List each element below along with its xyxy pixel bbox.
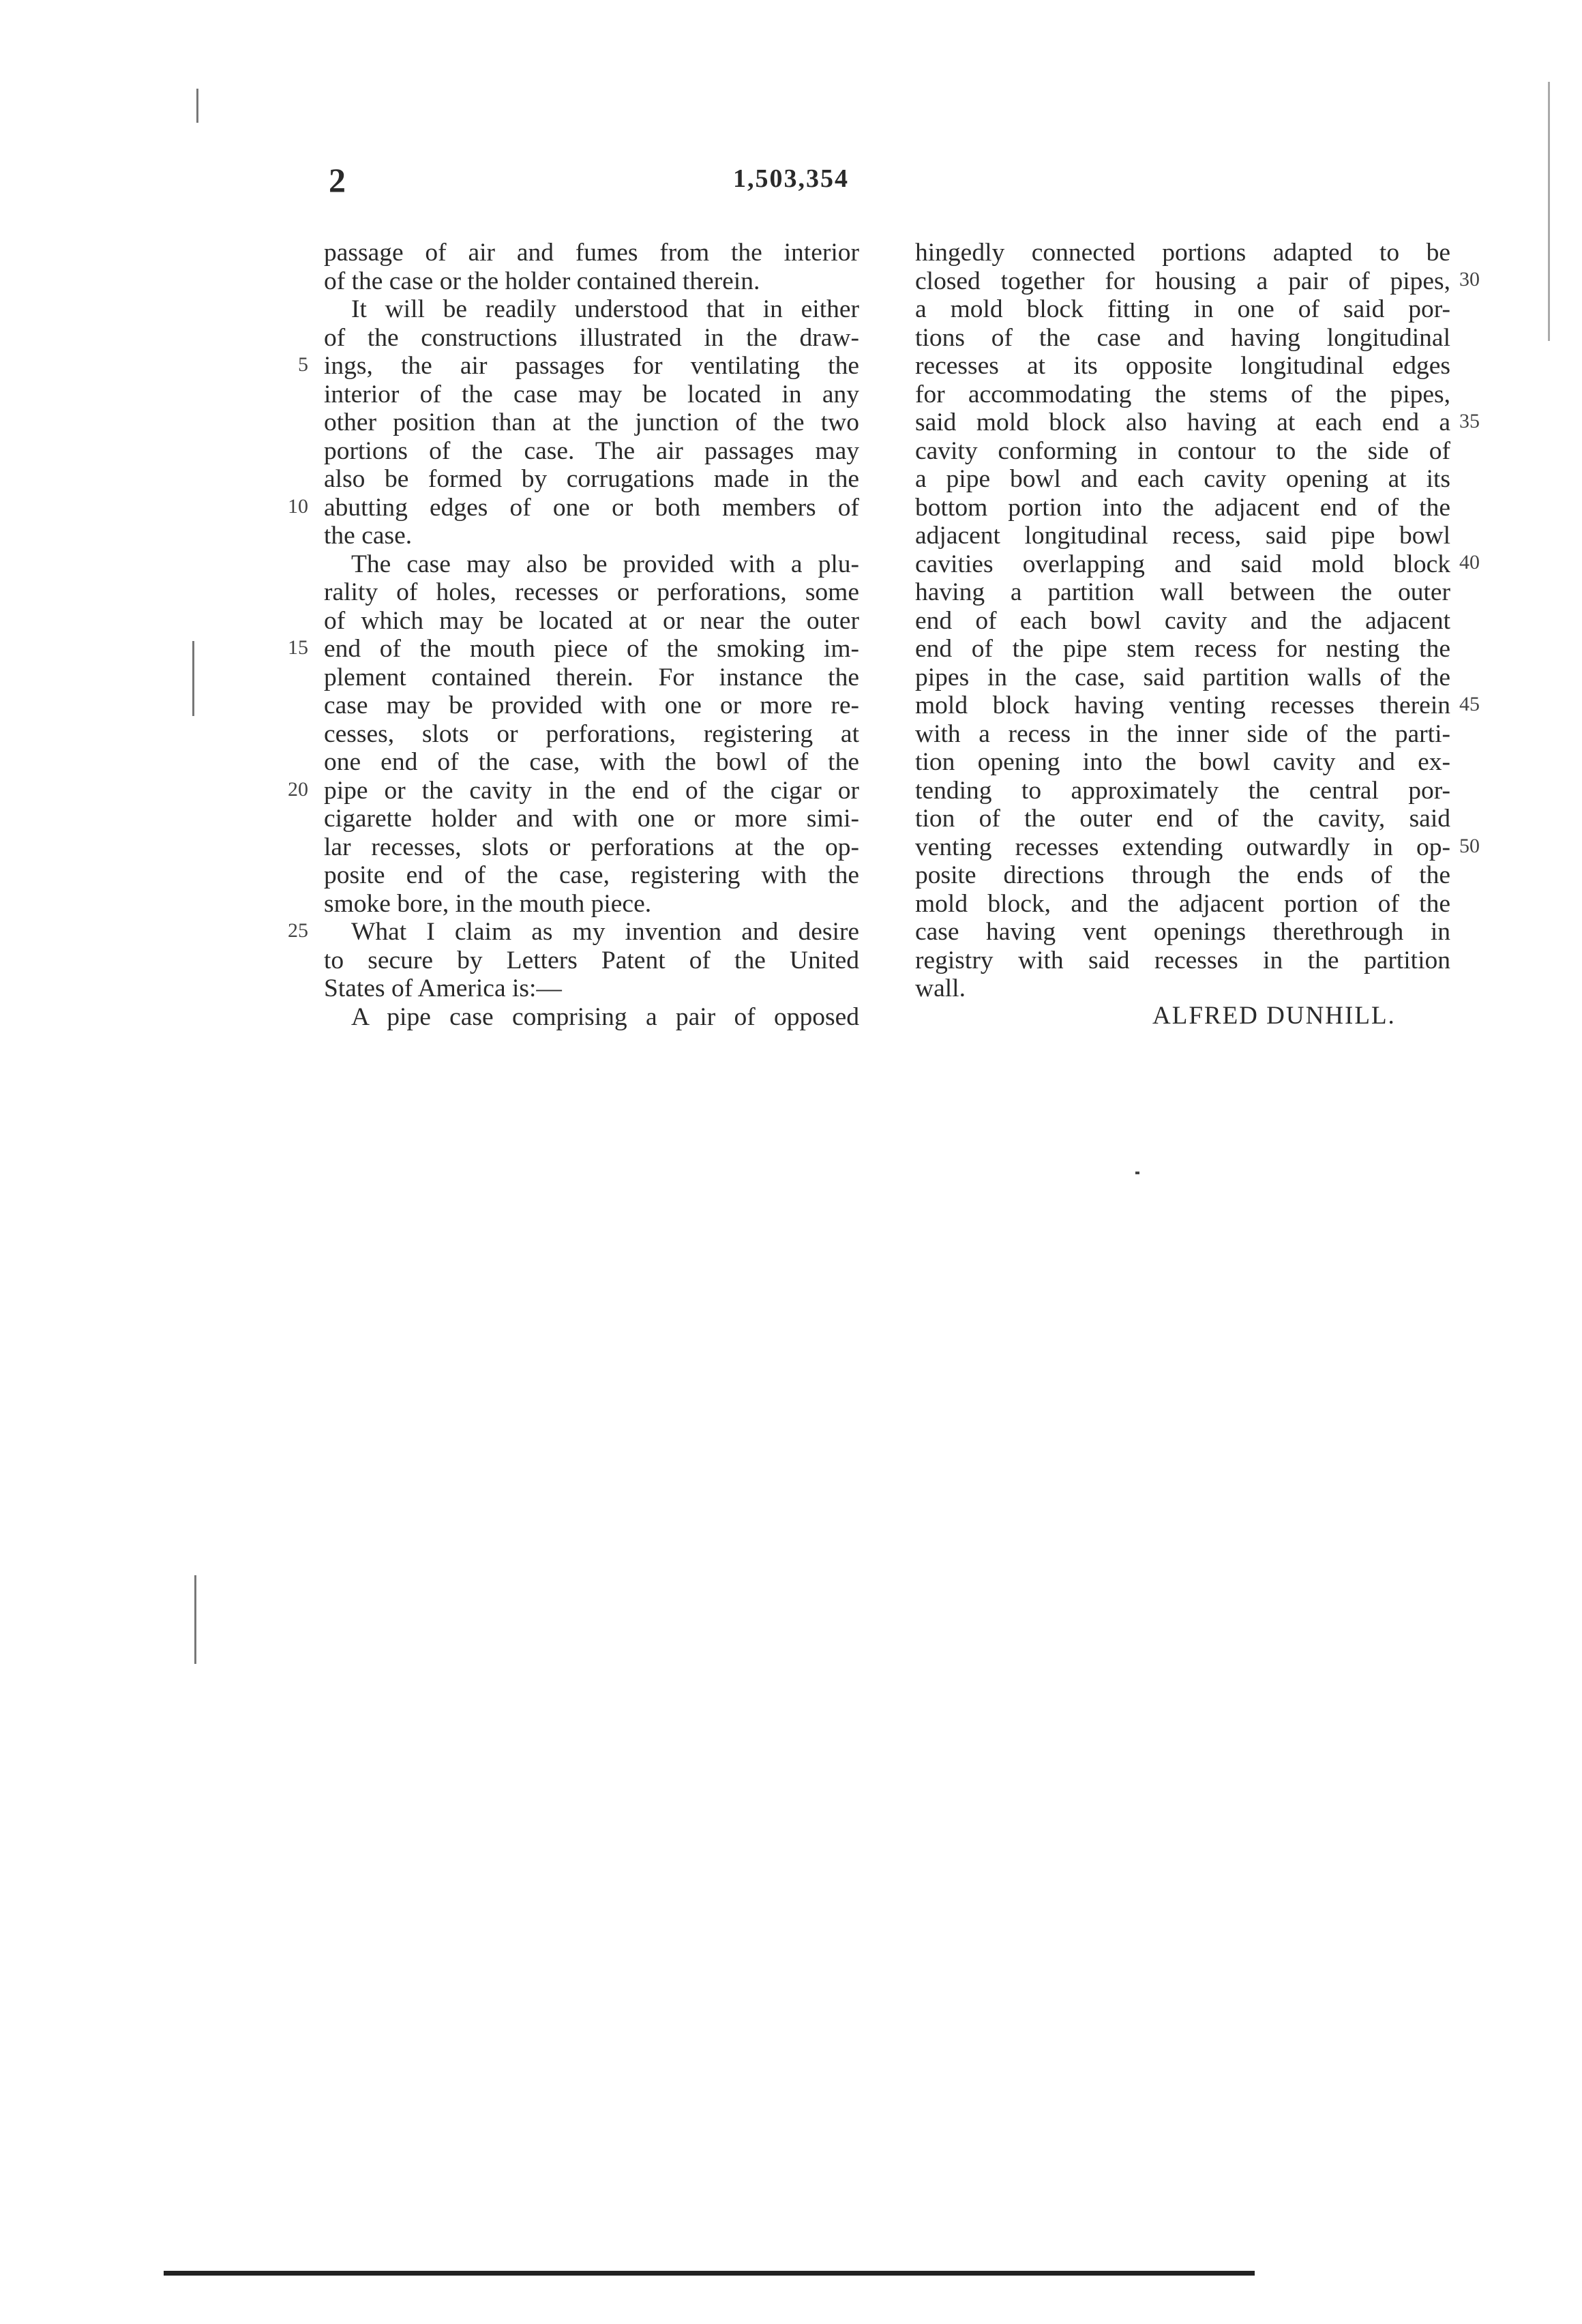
text-line: of the case or the holder contained therein.: [324, 267, 760, 295]
text-line: wall.: [915, 974, 966, 1002]
text-line: one end of the case, with the bowl of the: [324, 748, 859, 776]
text-line: It will be readily understood that in either: [351, 295, 859, 323]
line-number: 10: [288, 495, 308, 518]
text-line: plement contained therein. For instance the: [324, 663, 859, 691]
text-line: recesses at its opposite longitudinal edges: [915, 352, 1450, 380]
line-number: 30: [1459, 268, 1480, 290]
text-line: having a partition wall between the outer: [915, 578, 1450, 606]
text-line: said mold block also having at each end a: [915, 408, 1450, 436]
text-line: States of America is:—: [324, 974, 562, 1002]
text-line: posite directions through the ends of the: [915, 861, 1450, 889]
text-line: portions of the case. The air passages may: [324, 436, 859, 465]
text-line: other position than at the junction of the two: [324, 408, 859, 436]
line-number: 50: [1459, 835, 1480, 857]
text-line: cesses, slots or perforations, registering at: [324, 719, 859, 748]
text-line: rality of holes, recesses or perforations, some: [324, 578, 859, 606]
text-line: bottom portion into the adjacent end of the: [915, 493, 1450, 522]
line-number: 25: [288, 919, 308, 942]
text-line: end of each bowl cavity and the adjacent: [915, 606, 1450, 635]
scan-mark: [1548, 82, 1550, 341]
inventor-signature: ALFRED DUNHILL.: [1152, 1002, 1396, 1030]
text-line: mold block having venting recesses therein: [915, 691, 1450, 719]
text-line: interior of the case may be located in any: [324, 380, 859, 408]
text-line: end of the pipe stem recess for nesting the: [915, 635, 1450, 663]
text-line: smoke bore, in the mouth piece.: [324, 889, 652, 918]
page-number: 2: [329, 161, 347, 199]
patent-number: 1,503,354: [733, 164, 849, 193]
text-line: mold block, and the adjacent portion of the: [915, 889, 1450, 918]
text-line: pipes in the case, said partition walls of the: [915, 663, 1450, 691]
text-line: of which may be located at or near the outer: [324, 606, 859, 635]
text-line: tion of the outer end of the cavity, said: [915, 805, 1450, 833]
text-line: cigarette holder and with one or more simi-: [324, 805, 859, 833]
scan-mark: [194, 1575, 196, 1664]
line-number: 45: [1459, 693, 1480, 715]
bottom-edge-rule: [164, 2271, 1255, 2276]
text-line: a mold block fitting in one of said por-: [915, 295, 1450, 323]
text-line: What I claim as my invention and desire: [351, 918, 859, 946]
scan-mark: [192, 641, 194, 716]
text-line: A pipe case comprising a pair of opposed: [351, 1002, 859, 1031]
text-line: end of the mouth piece of the smoking im-: [324, 635, 859, 663]
text-line: pipe or the cavity in the end of the cigar or: [324, 776, 859, 805]
right-column: [915, 239, 1450, 1003]
text-line: tending to approximately the central por-: [915, 776, 1450, 805]
text-line: passage of air and fumes from the interior: [324, 239, 859, 267]
left-column: [324, 239, 859, 1031]
text-line: for accommodating the stems of the pipes,: [915, 380, 1450, 408]
text-line: adjacent longitudinal recess, said pipe bowl: [915, 522, 1450, 550]
text-line: case may be provided with one or more re-: [324, 691, 859, 719]
text-line: of the constructions illustrated in the draw-: [324, 323, 859, 352]
text-line: case having vent openings therethrough in: [915, 918, 1450, 946]
text-line: a pipe bowl and each cavity opening at its: [915, 465, 1450, 493]
text-line: the case.: [324, 522, 413, 550]
text-line: ings, the air passages for ventilating the: [324, 352, 859, 380]
text-line: tion opening into the bowl cavity and ex-: [915, 748, 1450, 776]
line-number: 35: [1459, 410, 1480, 432]
text-line: abutting edges of one or both members of: [324, 493, 859, 522]
line-number: 40: [1459, 551, 1480, 573]
text-line: hingedly connected portions adapted to be: [915, 239, 1450, 267]
text-line: cavity conforming in contour to the side of: [915, 436, 1450, 465]
scan-mark: [196, 89, 198, 123]
line-number: 15: [288, 636, 308, 659]
text-line: posite end of the case, registering with the: [324, 861, 859, 889]
text-line: tions of the case and having longitudinal: [915, 323, 1450, 352]
text-line: registry with said recesses in the partition: [915, 946, 1450, 974]
scan-mark: [1135, 1172, 1139, 1174]
text-line: cavities overlapping and said mold block: [915, 550, 1450, 578]
text-line: The case may also be provided with a plu-: [351, 550, 859, 578]
text-line: lar recesses, slots or perforations at the op-: [324, 833, 859, 861]
text-line: also be formed by corrugations made in the: [324, 465, 859, 493]
text-line: closed together for housing a pair of pipes,: [915, 267, 1450, 295]
text-line: with a recess in the inner side of the parti-: [915, 719, 1450, 748]
text-line: venting recesses extending outwardly in op-: [915, 833, 1450, 861]
line-number: 20: [288, 778, 308, 801]
line-number: 5: [298, 353, 308, 376]
text-line: to secure by Letters Patent of the United: [324, 946, 859, 974]
